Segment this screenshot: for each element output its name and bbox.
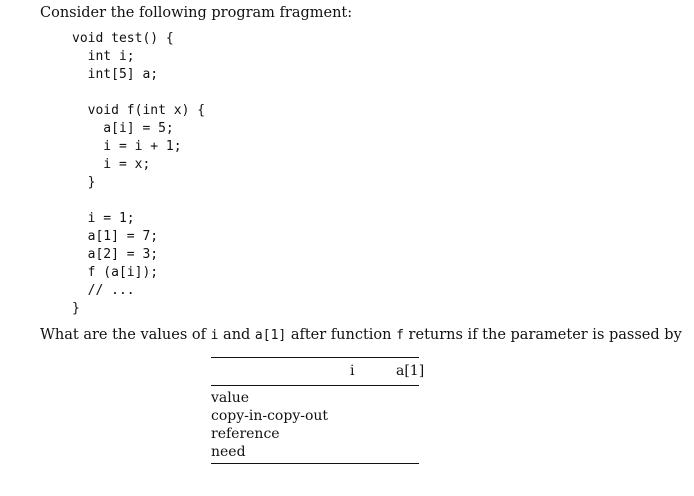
code-line: i = i + 1; xyxy=(72,139,182,154)
code-block xyxy=(72,30,205,318)
code-line: a[2] = 3; xyxy=(72,247,159,262)
code-line: } xyxy=(72,175,96,190)
table-row: need xyxy=(211,444,246,460)
question-part: and xyxy=(218,327,255,343)
table-header xyxy=(211,358,425,386)
header-i: i xyxy=(350,363,355,379)
code-line: f (a[i]); xyxy=(72,265,159,280)
code-line: a[i] = 5; xyxy=(72,121,174,136)
code-line: i = x; xyxy=(72,157,151,172)
code-line: void f(int x) { xyxy=(72,103,206,118)
code-line xyxy=(72,84,205,102)
code-line: // ... xyxy=(72,283,135,298)
table-body xyxy=(211,386,419,463)
code-line: } xyxy=(72,301,80,316)
variable-f: f xyxy=(396,328,404,343)
answer-table xyxy=(211,357,425,464)
variable-i: i xyxy=(210,328,219,343)
variable-a1: a[1] xyxy=(254,328,287,343)
question-part: after function xyxy=(286,327,397,343)
question-part: What are the values of xyxy=(40,327,211,343)
code-line: a[1] = 7; xyxy=(72,229,159,244)
code-line: void test() { xyxy=(72,31,174,46)
question-part: returns if the parameter is passed by xyxy=(403,327,682,343)
code-line: int i; xyxy=(72,49,135,64)
table-row: value xyxy=(211,390,250,406)
table-row: copy-in-copy-out xyxy=(211,408,329,424)
question-text xyxy=(40,326,682,345)
header-a1: a[1] xyxy=(396,363,425,379)
intro-text: Consider the following program fragment: xyxy=(40,5,353,21)
code-line: int[5] a; xyxy=(72,67,159,82)
table-row: reference xyxy=(211,426,280,442)
code-line xyxy=(72,192,205,210)
code-line: i = 1; xyxy=(72,211,135,226)
